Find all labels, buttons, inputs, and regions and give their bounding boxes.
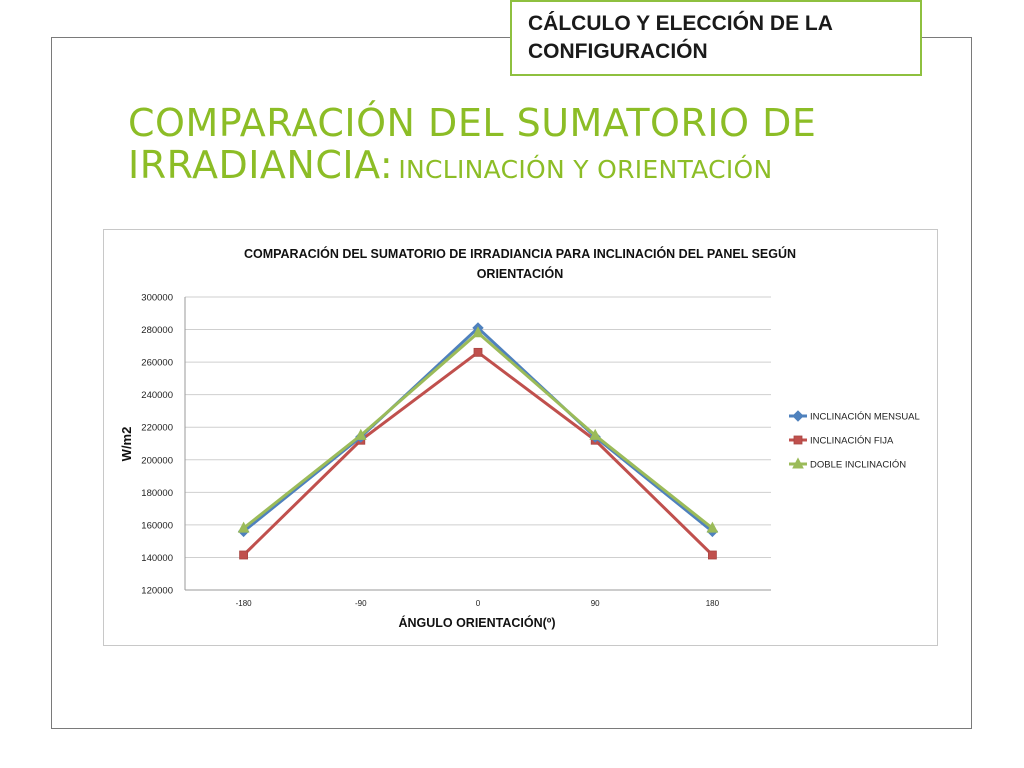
legend-label: INCLINACIÓN FIJA	[810, 435, 894, 447]
legend-swatch-marker	[794, 436, 802, 444]
chart-title-line2: ORIENTACIÓN	[476, 267, 564, 281]
y-axis-ticks	[141, 293, 173, 597]
legend-swatch-marker	[793, 411, 803, 421]
y-tick-label: 200000	[141, 455, 173, 467]
slide-title-line1: COMPARACIÓN DEL SUMATORIO DE	[128, 101, 817, 145]
slide-title	[128, 102, 958, 194]
y-tick-label: 160000	[141, 520, 173, 532]
section-tag-line2: CONFIGURACIÓN	[528, 40, 708, 63]
slide-title-line2-large: IRRADIANCIA:	[128, 143, 394, 187]
section-tag	[510, 0, 922, 76]
y-tick-label: 280000	[141, 325, 173, 337]
gridlines	[185, 297, 771, 590]
legend	[789, 411, 920, 471]
section-tag-line1: CÁLCULO Y ELECCIÓN DE LA	[528, 12, 833, 35]
y-tick-label: 240000	[141, 390, 173, 402]
x-axis-ticks	[236, 599, 720, 608]
series-point	[708, 551, 716, 559]
series-line	[244, 328, 713, 531]
y-tick-label: 180000	[141, 487, 173, 499]
series-layer	[239, 323, 718, 559]
y-tick-label: 220000	[141, 422, 173, 434]
x-tick-label: 180	[705, 599, 720, 608]
series-square-group	[240, 348, 717, 559]
y-tick-label: 140000	[141, 552, 173, 564]
x-tick-label: 0	[475, 599, 481, 608]
legend-entry	[789, 459, 906, 471]
slide-title-line2-small: INCLINACIÓN Y ORIENTACIÓN	[398, 155, 773, 184]
legend-entry	[789, 411, 920, 423]
chart-title-line1: COMPARACIÓN DEL SUMATORIO DE IRRADIANCIA PARA INCLINACIÓN DEL PANEL SEGÚN	[243, 247, 797, 261]
chart-container	[103, 229, 938, 646]
x-tick-label: -180	[235, 599, 252, 608]
legend-entry	[789, 436, 894, 447]
x-tick-label: -90	[355, 599, 367, 608]
x-tick-label: 90	[590, 599, 600, 608]
series-point	[474, 348, 482, 356]
y-axis-label: W/m2	[119, 426, 134, 462]
y-tick-label: 120000	[141, 585, 173, 597]
y-tick-label: 260000	[141, 357, 173, 369]
legend-label: DOBLE INCLINACIÓN	[810, 459, 907, 471]
legend-label: INCLINACIÓN MENSUAL	[810, 411, 920, 423]
x-axis-label: ÁNGULO ORIENTACIÓN(º)	[398, 616, 556, 630]
series-point	[240, 551, 248, 559]
series-triangle-group	[239, 327, 718, 532]
y-tick-label: 300000	[141, 292, 173, 304]
line-chart	[104, 230, 937, 645]
